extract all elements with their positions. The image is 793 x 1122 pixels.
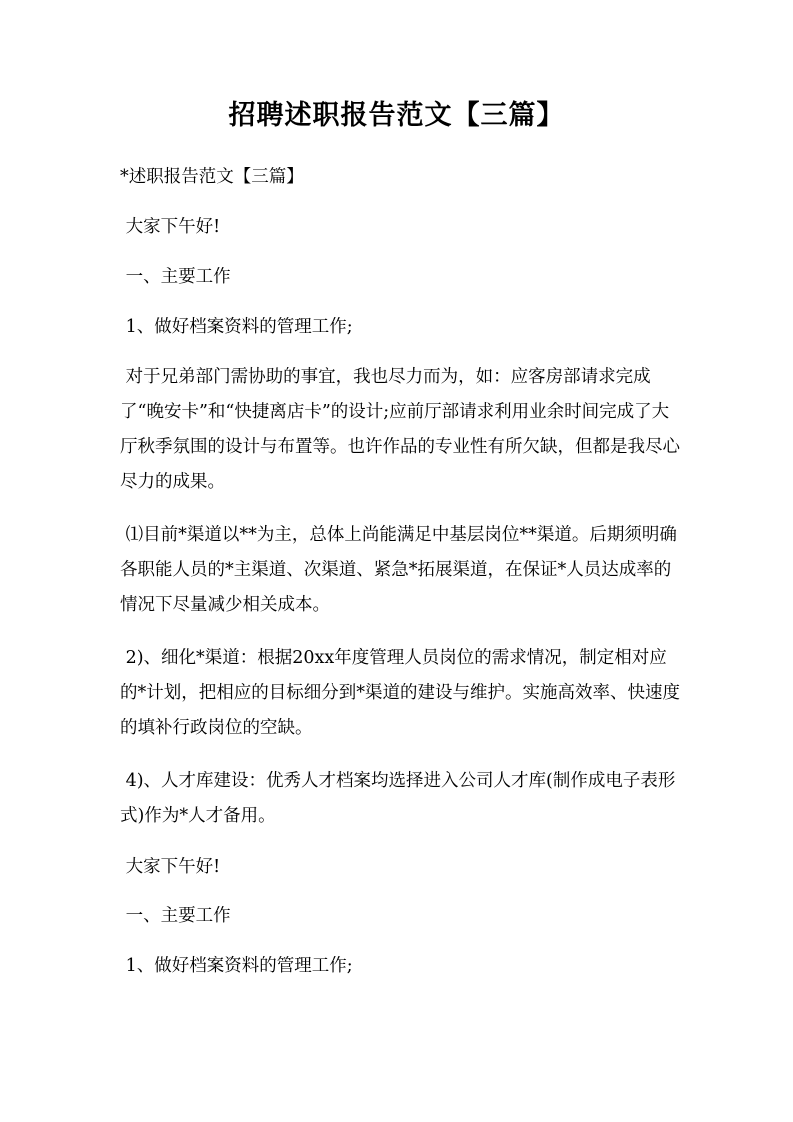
paragraph-talent-pool: 4)、人才库建设：优秀人才档案均选择进入公司人才库(制作成电子表形式)作为*人才备用。 — [120, 771, 676, 826]
paragraph-section-heading: 一、主要工作 — [120, 267, 231, 287]
paragraph-greeting-repeat: 大家下午好! — [120, 857, 221, 877]
paragraph-refine-channels: 2)、细化*渠道：根据20xx年度管理人员岗位的需求情况，制定相对应的*计划，把相应的目标细分到*渠道的建设与维护。实施高效率、快速度的填补行政岗位的空缺。 — [120, 648, 680, 738]
paragraph-subtitle: *述职报告范文【三篇】 — [120, 167, 304, 187]
paragraph-item-1-repeat: 1、做好档案资料的管理工作; — [120, 956, 353, 976]
paragraph-item-1: 1、做好档案资料的管理工作; — [120, 317, 353, 337]
document-title: 招聘述职报告范文【三篇】 — [228, 100, 565, 131]
paragraph-channels: ⑴目前*渠道以**为主，总体上尚能满足中基层岗位**渠道。后期须明确各职能人员的*主渠道、次渠道、紧急*拓展渠道，在保证*人员达成率的情况下尽量减少相关成本。 — [120, 525, 677, 615]
paragraph-greeting: 大家下午好! — [120, 217, 221, 237]
paragraph-section-heading-repeat: 一、主要工作 — [120, 906, 231, 926]
paragraph-assistance: 对于兄弟部门需协助的事宜，我也尽力而为，如：应客房部请求完成了“晚安卡”和“快捷离店卡”的设计;应前厅部请求利用业余时间完成了大厅秋季氛围的设计与布置等。也许作品的专业性有所欠缺，但都是我尽心尽力的成果。 — [120, 367, 680, 492]
